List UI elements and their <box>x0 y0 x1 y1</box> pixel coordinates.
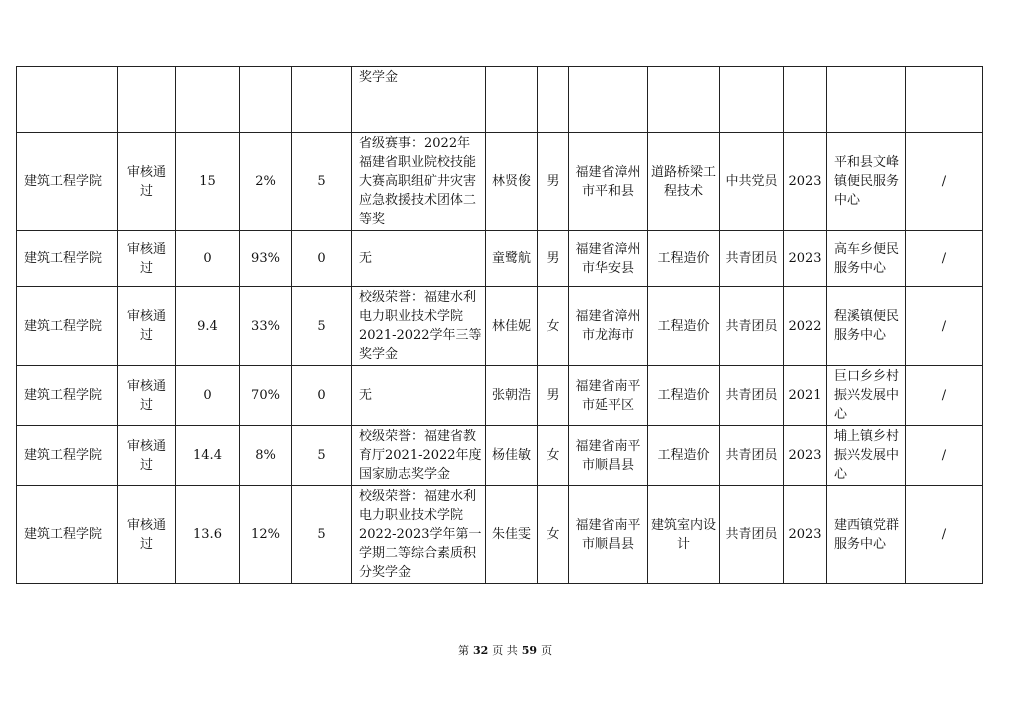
total-pages: 59 <box>521 644 538 657</box>
service-unit-cell: 高车乡便民服务中心 <box>827 231 906 287</box>
honors-cell: 校级荣誉：福建省教育厅2021-2022年度国家励志奖学金 <box>352 426 486 486</box>
gender-cell: 女 <box>538 486 569 584</box>
review-status-cell: 审核通过 <box>118 231 176 287</box>
gender-cell: 女 <box>538 426 569 486</box>
major-cell: 建筑室内设计 <box>648 486 720 584</box>
college-cell <box>17 67 118 133</box>
gender-cell <box>538 67 569 133</box>
service-unit-cell: 程溪镇便民服务中心 <box>827 287 906 366</box>
review-status-cell: 审核通过 <box>118 486 176 584</box>
table-row <box>17 231 983 287</box>
page-footer <box>0 642 1010 658</box>
political-status-cell: 共青团员 <box>720 426 784 486</box>
honors-cell: 校级荣誉：福建水利电力职业技术学院2021-2022学年三等奖学金 <box>352 287 486 366</box>
student-name-cell: 童鹭航 <box>486 231 538 287</box>
year-cell: 2023 <box>784 426 827 486</box>
remark-cell <box>906 67 983 133</box>
student-name-cell: 杨佳敏 <box>486 426 538 486</box>
hometown-cell: 福建省南平市延平区 <box>569 366 648 426</box>
score-cell: 13.6 <box>176 486 240 584</box>
score-cell: 0 <box>176 231 240 287</box>
student-name-cell: 林佳妮 <box>486 287 538 366</box>
rank-percent-cell: 8% <box>240 426 292 486</box>
bonus-points-cell: 5 <box>292 287 352 366</box>
footer-suffix: 页 <box>541 644 553 657</box>
page-number: 32 <box>472 644 489 657</box>
student-name-cell <box>486 67 538 133</box>
honors-cell: 无 <box>352 366 486 426</box>
honors-cell: 省级赛事：2022年福建省职业院校技能大赛高职组矿井灾害应急救援技术团体二等奖 <box>352 133 486 231</box>
service-unit-cell <box>827 67 906 133</box>
table-body <box>17 67 983 584</box>
year-cell: 2023 <box>784 133 827 231</box>
college-cell: 建筑工程学院 <box>17 133 118 231</box>
student-name-cell: 林贤俊 <box>486 133 538 231</box>
bonus-points-cell: 5 <box>292 486 352 584</box>
student-name-cell: 朱佳雯 <box>486 486 538 584</box>
gender-cell: 男 <box>538 133 569 231</box>
review-status-cell: 审核通过 <box>118 426 176 486</box>
hometown-cell: 福建省漳州市平和县 <box>569 133 648 231</box>
score-cell <box>176 67 240 133</box>
service-unit-cell: 埔上镇乡村振兴发展中心 <box>827 426 906 486</box>
bonus-points-cell: 5 <box>292 426 352 486</box>
rank-percent-cell: 93% <box>240 231 292 287</box>
student-name-cell: 张朝浩 <box>486 366 538 426</box>
college-cell: 建筑工程学院 <box>17 231 118 287</box>
remark-cell: / <box>906 133 983 231</box>
remark-cell: / <box>906 426 983 486</box>
honors-cell: 校级荣誉：福建水利电力职业技术学院2022-2023学年第一学期二等综合素质积分奖学金 <box>352 486 486 584</box>
major-cell: 道路桥梁工程技术 <box>648 133 720 231</box>
major-cell: 工程造价 <box>648 426 720 486</box>
political-status-cell: 共青团员 <box>720 287 784 366</box>
year-cell: 2023 <box>784 231 827 287</box>
gender-cell: 男 <box>538 366 569 426</box>
year-cell <box>784 67 827 133</box>
rank-percent-cell: 12% <box>240 486 292 584</box>
service-unit-cell: 平和县文峰镇便民服务中心 <box>827 133 906 231</box>
bonus-points-cell: 0 <box>292 366 352 426</box>
hometown-cell: 福建省漳州市龙海市 <box>569 287 648 366</box>
year-cell: 2023 <box>784 486 827 584</box>
major-cell <box>648 67 720 133</box>
hometown-cell: 福建省漳州市华安县 <box>569 231 648 287</box>
bonus-points-cell <box>292 67 352 133</box>
remark-cell: / <box>906 287 983 366</box>
record-table <box>16 66 983 584</box>
review-status-cell: 审核通过 <box>118 287 176 366</box>
table-row <box>17 366 983 426</box>
bonus-points-cell: 5 <box>292 133 352 231</box>
footer-prefix: 第 <box>457 644 469 657</box>
political-status-cell: 共青团员 <box>720 231 784 287</box>
political-status-cell: 共青团员 <box>720 366 784 426</box>
political-status-cell: 共青团员 <box>720 486 784 584</box>
table-row <box>17 133 983 231</box>
honors-cell: 无 <box>352 231 486 287</box>
hometown-cell: 福建省南平市顺昌县 <box>569 486 648 584</box>
political-status-cell <box>720 67 784 133</box>
bonus-points-cell: 0 <box>292 231 352 287</box>
college-cell: 建筑工程学院 <box>17 486 118 584</box>
score-cell: 14.4 <box>176 426 240 486</box>
table-row <box>17 67 983 133</box>
rank-percent-cell: 70% <box>240 366 292 426</box>
college-cell: 建筑工程学院 <box>17 287 118 366</box>
major-cell: 工程造价 <box>648 287 720 366</box>
major-cell: 工程造价 <box>648 231 720 287</box>
remark-cell: / <box>906 486 983 584</box>
footer-middle: 页 共 <box>492 644 518 657</box>
score-cell: 0 <box>176 366 240 426</box>
remark-cell: / <box>906 366 983 426</box>
score-cell: 9.4 <box>176 287 240 366</box>
college-cell: 建筑工程学院 <box>17 426 118 486</box>
political-status-cell: 中共党员 <box>720 133 784 231</box>
hometown-cell <box>569 67 648 133</box>
rank-percent-cell: 33% <box>240 287 292 366</box>
rank-percent-cell: 2% <box>240 133 292 231</box>
review-status-cell <box>118 67 176 133</box>
service-unit-cell: 巨口乡乡村振兴发展中心 <box>827 366 906 426</box>
table-row <box>17 287 983 366</box>
gender-cell: 女 <box>538 287 569 366</box>
rank-percent-cell <box>240 67 292 133</box>
honors-cell: 奖学金 <box>352 67 486 133</box>
year-cell: 2021 <box>784 366 827 426</box>
review-status-cell: 审核通过 <box>118 366 176 426</box>
table-row <box>17 426 983 486</box>
remark-cell: / <box>906 231 983 287</box>
review-status-cell: 审核通过 <box>118 133 176 231</box>
service-unit-cell: 建西镇党群服务中心 <box>827 486 906 584</box>
score-cell: 15 <box>176 133 240 231</box>
hometown-cell: 福建省南平市顺昌县 <box>569 426 648 486</box>
table-row <box>17 486 983 584</box>
gender-cell: 男 <box>538 231 569 287</box>
major-cell: 工程造价 <box>648 366 720 426</box>
college-cell: 建筑工程学院 <box>17 366 118 426</box>
year-cell: 2022 <box>784 287 827 366</box>
